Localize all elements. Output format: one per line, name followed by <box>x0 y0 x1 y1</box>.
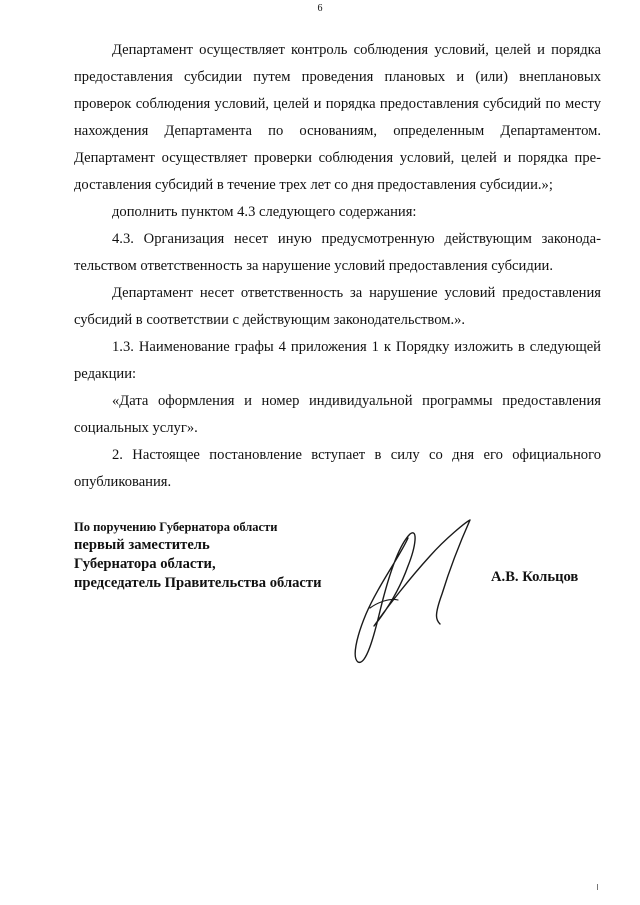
signature-title-line: первый заместитель <box>74 537 210 553</box>
signature-title-line: председатель Правительства области <box>74 575 322 591</box>
paragraph-clause-1-3: 1.3. Наименование графы 4 приложения 1 к Порядку изложить в следующей редакции: <box>74 339 601 382</box>
paragraph-department-responsibility: Департамент несет ответственность за нарушение условий предоставления субсидий в соответствии с действующим законодательством.». <box>74 285 601 328</box>
paragraph-clause-4-3: 4.3. Организация несет иную предусмотренную действующим законодательством ответственность за нарушение условий предоставления субсидии. <box>74 231 601 274</box>
handwritten-signature <box>338 516 478 666</box>
signer-name: А.В. Кольцов <box>491 569 579 585</box>
signature-title-block <box>74 518 374 593</box>
signature-title-line: По поручению Губернатора области <box>74 520 278 534</box>
paragraph-department-control: Департамент осуществляет контроль соблюдения условий, целей и порядка предоставления субсидии путем проведения плановых и (или) внеплановых проверок соблюдения условий, целей и порядка предоставления субсидий по месту нахождения Департамента по основаниям, определенным Департаментом. Департамент осуществляет проверки соблюдения условий, целей и порядка предоставления субсидий в течение трех лет со дня предоставления субсидии.»; <box>74 42 601 193</box>
paragraph-add-clause: дополнить пунктом 4.3 следующего содержания: <box>112 204 417 220</box>
scan-mark <box>596 884 599 890</box>
paragraph-column-name: «Дата оформления и номер индивидуальной программы предоставления социальных услуг». <box>74 393 601 436</box>
paragraph-effective-date: 2. Настоящее постановление вступает в силу со дня его официального опубликования. <box>74 447 601 490</box>
page-number: 6 <box>317 3 323 14</box>
document-body <box>74 37 601 496</box>
signature-title-line: Губернатора области, <box>74 556 216 572</box>
